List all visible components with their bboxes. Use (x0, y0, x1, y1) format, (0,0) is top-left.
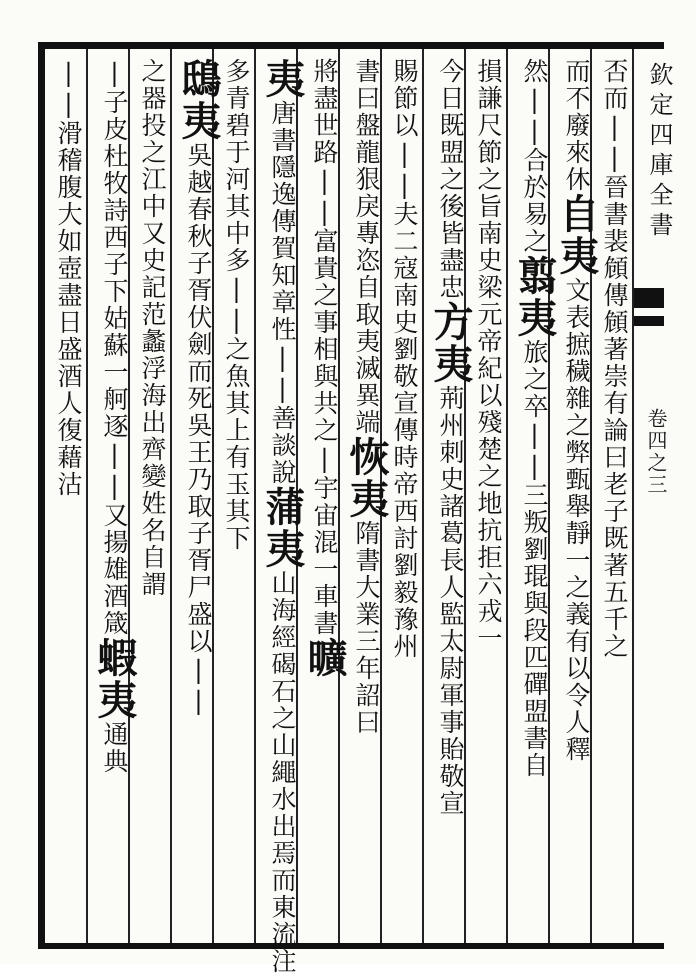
text-run: 然||合於易之 (520, 58, 549, 255)
volume-label: 卷四之三 (644, 408, 668, 496)
text-run: 今日既盟之後皆盡忠 (436, 58, 465, 301)
text-run: 山海經碣石之山繩水出焉而東流注 (268, 570, 297, 975)
text-column (50, 58, 86, 498)
column-divider (422, 49, 424, 943)
text-run: 旅之卒||三叛劉琨與段匹磾盟書自 (520, 339, 549, 779)
text-run: 之器投之江中又史記范蠡浮海出齊變姓名自謂 (138, 58, 167, 598)
headword: 翦夷 (511, 255, 558, 339)
text-run: 唐書隱逸傳賀知章性||善談說 (268, 100, 297, 486)
frame-border-top (38, 42, 664, 49)
headword: 自夷 (553, 193, 600, 277)
text-run: 南史劉敬宣傳時帝西討劉毅豫州 (390, 282, 419, 660)
headword: 蝦夷 (91, 637, 138, 721)
book-title: 欽定四庫全書 (645, 62, 673, 242)
text-run: 文表摭穢雜之弊甄舉靜一之義有以令人釋 (562, 277, 591, 763)
text-run: |宇宙混一車書 (310, 444, 339, 637)
text-run: 損謙尺節之旨 (474, 58, 503, 220)
text-run: |子皮杜牧詩西子下姑蘇一舸逐||又揚雄酒箴 (100, 58, 129, 637)
headword: 夷 (259, 58, 306, 100)
text-run: 多青碧 (222, 58, 251, 139)
column-divider (86, 49, 88, 943)
text-run: ||滑稽腹大如壺盡日盛酒人復藉沽 (54, 58, 83, 498)
text-run: 而不廢來休 (562, 58, 591, 193)
text-run: 將盡世路||富貴之事相與共之 (310, 58, 339, 444)
headword: 曠 (301, 637, 348, 679)
column-divider (170, 49, 172, 943)
text-column (344, 58, 388, 736)
text-column (428, 58, 472, 817)
text-run: 賜節以||夫二寇 (390, 58, 419, 282)
text-column (92, 58, 136, 775)
column-divider (254, 49, 256, 943)
fishtail-mark (634, 288, 664, 308)
text-column (470, 58, 506, 652)
text-column (134, 58, 170, 598)
headword: 恢夷 (343, 436, 390, 520)
text-run: 隋書大業三年詔曰 (352, 520, 381, 736)
text-run: 荊州刺史諸葛長人監太尉軍事貽敬宣 (436, 385, 465, 817)
text-column (554, 58, 598, 763)
text-run: 吳越春秋子胥伏劍而死吳王乃取子胥尸盛以|| (184, 142, 213, 717)
text-column (512, 58, 556, 779)
column-divider (632, 49, 634, 943)
fishtail-mark (634, 316, 664, 326)
text-column (596, 58, 632, 660)
headword: 鴟夷 (175, 58, 222, 142)
text-column (260, 58, 304, 975)
column-divider (506, 49, 508, 943)
text-run: 書曰盤龍狠戾專恣自取夷滅異端 (352, 58, 381, 436)
headword: 方夷 (427, 301, 474, 385)
text-run: 于河其中多||之魚其上有玉其下 (222, 139, 251, 552)
text-run: 通典 (100, 721, 129, 775)
text-column (302, 58, 346, 679)
frame-border-left (38, 42, 45, 948)
text-run: 否而|| (600, 58, 629, 174)
text-column (386, 58, 422, 660)
overflow-holder (6, 58, 42, 170)
text-run: 南史梁元帝紀以殘楚之地抗拒六戎一 (474, 220, 503, 652)
text-column (176, 58, 220, 717)
text-column (218, 58, 254, 552)
frame-border-bottom (38, 943, 664, 949)
text-run: 晉書裴頠傳頠著崇有論曰老子既著五千之 (600, 174, 629, 660)
headword: 蒲夷 (259, 486, 306, 570)
